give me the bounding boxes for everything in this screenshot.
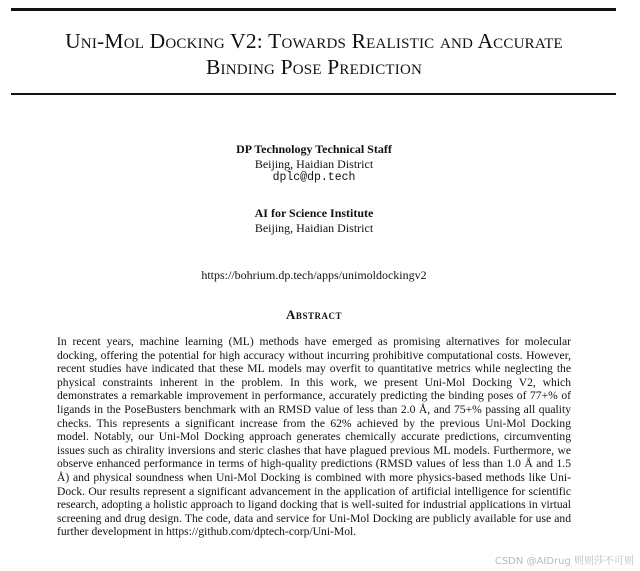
affiliation-name: DP Technology Technical Staff	[236, 142, 392, 156]
title-line-1: Uni-Mol Docking V2: Towards Realistic and Accurate	[65, 29, 563, 53]
affiliation-name: AI for Science Institute	[254, 206, 374, 220]
affiliation-location: Beijing, Haidian District	[254, 156, 374, 171]
affiliation-2	[0, 206, 628, 235]
title-line-2: Binding Pose Prediction	[205, 55, 423, 79]
top-rule	[11, 8, 616, 11]
abstract-body: In recent years, machine learning (ML) methods have emerged as promising alternatives for molecular docking, offering the potential for high accuracy without incurring prohibitive computational costs. However, recent studies have indicated that these ML models may overfit to quantitative metrics while neglecting the physical constraints inherent in the problem. In this work, we present Uni-Mol Docking V2, which demonstrates a remarkable improvement in performance, accurately predicting the binding poses of 77+% of ligands in the PoseBusters benchmark with an RMSD value of less than 2.0 Å, and 75+% passing all quality checks. This represents a significant increase from the 62% achieved by the previous Uni-Mol Docking model. Notably, our Uni-Mol Docking approach generates chemically accurate predictions, circumventing issues such as chirality inversions and steric clashes that have plagued previous ML models. Furthermore, we observe enhanced performance in terms of high-quality predictions (RMSD values of less than 1.0 Å and 1.5 Å) and physical soundness when Uni-Mol Docking is combined with more physics-based methods like Uni-Dock. Our results represent a significant advancement in the application of artificial intelligence for scientific research, adopting a holistic approach to ligand docking that is well-suited for industrial applications in virtual screening and drug design. The code, data and service for Uni-Mol Docking are publicly available for use and further development in https://github.com/dptech-corp/Uni-Mol.	[57, 335, 571, 539]
bottom-rule	[11, 93, 616, 95]
project-url[interactable]: https://bohrium.dp.tech/apps/unimoldockingv2	[201, 268, 427, 282]
abstract-heading: Abstract	[286, 307, 342, 322]
affiliation-1	[0, 142, 628, 186]
affiliation-location: Beijing, Haidian District	[254, 220, 374, 235]
watermark: CSDN @AIDrug 则则莎不可则	[493, 552, 636, 567]
affiliation-email[interactable]: dplc@dp.tech	[272, 171, 356, 184]
paper-title	[0, 28, 628, 80]
